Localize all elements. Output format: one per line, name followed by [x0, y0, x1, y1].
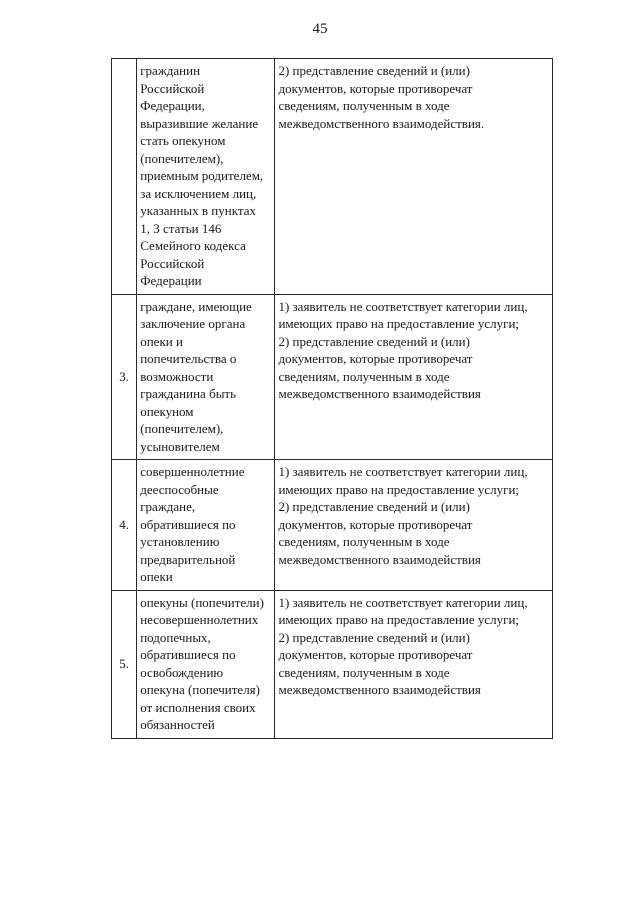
row-number-cell — [112, 59, 137, 295]
applicant-category-text: граждане, имеющие заключение органа опеки и попечительства о возможности гражданина быть опекуном (попечителем), усыновителем — [140, 298, 252, 454]
row-number: 3. — [119, 369, 129, 384]
applicant-category-text: гражданин Российской Федерации, выразившие желание стать опекуном (попечителем), приемным родителем, за исключением лиц, указанных в пунктах 1, 3 статьи 146 Семейного кодекса Российской Федерации — [140, 63, 264, 288]
table-row — [112, 460, 553, 591]
refusal-reasons-text: 2) представление сведений и (или) документов, которые противоречат сведениям, полученным в ходе межведомственного взаимодействия. — [278, 63, 485, 131]
applicant-category-cell — [137, 59, 275, 295]
refusal-reasons-text: 1) заявитель не соответствует категории лиц, имеющих право на предоставление услуги; 2) представление сведений и (или) документов, которые противоречат сведениям, полученным в ходе межведомственного взаимодействия — [278, 464, 528, 567]
row-number: 5. — [119, 656, 129, 672]
applicant-category-cell — [137, 294, 275, 460]
refusal-reasons-cell — [275, 59, 553, 295]
applicant-category-cell — [137, 460, 275, 591]
refusal-reasons-text: 1) заявитель не соответствует категории лиц, имеющих право на предоставление услуги; 2) представление сведений и (или) документов, которые противоречат сведениям, полученным в ходе межведомственного взаимодействия — [278, 594, 528, 697]
refusal-reasons-text: 1) заявитель не соответствует категории лиц, имеющих право на предоставление услуги; 2) представление сведений и (или) документов, которые противоречат сведениям, полученным в ходе межведомственного взаимодействия — [278, 298, 528, 401]
applicant-category-text: совершеннолетние дееспособные граждане, обратившиеся по установлению предварительной опеки — [140, 464, 245, 584]
refusal-reasons-cell — [275, 294, 553, 460]
row-number-cell — [112, 460, 137, 591]
refusal-reasons-cell — [275, 590, 553, 738]
row-number-cell — [112, 590, 137, 738]
row-number-cell — [112, 294, 137, 460]
row-number: 4. — [119, 517, 129, 532]
refusal-reasons-cell — [275, 460, 553, 591]
applicant-category-cell — [137, 590, 275, 738]
services-table — [111, 58, 553, 739]
page-number: 45 — [312, 21, 328, 37]
applicant-category-text: опекуны (попечители) несовершеннолетних подопечных, обратившиеся по освобождению опекуна (попечителя) от исполнения своих обязанностей — [140, 594, 264, 732]
table-row — [112, 59, 553, 295]
table-row — [112, 590, 553, 738]
table-row — [112, 294, 553, 460]
